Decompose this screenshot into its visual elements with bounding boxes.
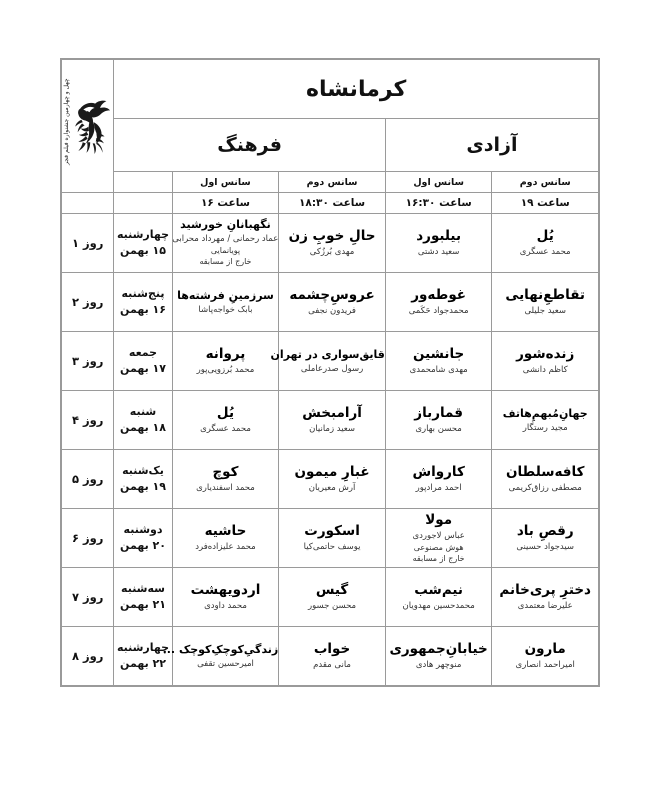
day-number: روز ۶ bbox=[62, 509, 114, 568]
simorgh-bird-icon bbox=[74, 78, 111, 174]
film-director: عماد رحمانی / مهرداد محرابی bbox=[172, 234, 279, 245]
session-time-date-spacer bbox=[114, 193, 172, 214]
session-time-farhang-2: ساعت ۱۸:۳۰ bbox=[279, 193, 386, 214]
film-title: خیابانِ‌جمهوری bbox=[389, 640, 488, 657]
film-cell[interactable] bbox=[385, 332, 492, 391]
film-title: کوچ bbox=[212, 463, 239, 480]
film-director: مصطفی رزاق‌کریمی bbox=[508, 483, 582, 494]
film-title: قایق‌سواری در تهران bbox=[270, 347, 385, 361]
film-director: یوسف حاتمی‌کیا bbox=[303, 542, 361, 553]
session-label-farhang-2: سانس دوم bbox=[279, 172, 386, 193]
day-of-week: شنبه bbox=[129, 405, 157, 419]
film-director: محمد عسگری bbox=[519, 247, 571, 258]
film-cell[interactable] bbox=[385, 273, 492, 332]
day-of-week: سه‌شنبه bbox=[121, 582, 165, 596]
day-of-week: پنج‌شنبه bbox=[121, 287, 165, 301]
film-title: مارون bbox=[524, 640, 566, 657]
table-row bbox=[62, 450, 599, 509]
film-title: مولا bbox=[425, 511, 453, 528]
film-cell[interactable] bbox=[492, 273, 599, 332]
film-cell[interactable] bbox=[172, 509, 279, 568]
film-title: یُل bbox=[536, 227, 554, 244]
film-title: قمارباز bbox=[414, 404, 463, 421]
day-of-month: ۱۶ بهمن bbox=[120, 303, 166, 316]
film-title: دخترِ پری‌خانم bbox=[499, 581, 591, 598]
day-of-week: دوشنبه bbox=[123, 523, 163, 537]
film-title: یُل bbox=[216, 404, 235, 421]
film-cell[interactable] bbox=[172, 391, 279, 450]
day-number: روز ۸ bbox=[62, 627, 114, 686]
session-time-farhang-1: ساعت ۱۶ bbox=[172, 193, 279, 214]
film-title: پروانه bbox=[205, 345, 246, 362]
screening-date bbox=[114, 509, 172, 568]
film-cell[interactable] bbox=[492, 568, 599, 627]
day-of-week: چهارشنبه bbox=[116, 228, 170, 242]
day-of-week: چهارشنبه bbox=[116, 641, 170, 655]
film-title: نگهبانانِ خورشید bbox=[180, 218, 271, 232]
film-title: زندگیِ‌کوچکِ‌کوچک ... bbox=[162, 642, 279, 656]
film-director: سیدجواد حسینی bbox=[516, 542, 575, 553]
film-director: مجید رستگار bbox=[522, 422, 568, 433]
table-row bbox=[62, 391, 599, 450]
day-of-month: ۱۵ بهمن bbox=[120, 244, 166, 257]
day-of-month: ۱۷ بهمن bbox=[120, 362, 166, 375]
film-cell[interactable] bbox=[270, 332, 386, 391]
film-director: سعید جلیلی bbox=[524, 306, 566, 317]
session-time-azadi-2: ساعت ۱۹ bbox=[492, 193, 599, 214]
film-cell[interactable] bbox=[385, 627, 492, 686]
session-time-row bbox=[62, 193, 599, 214]
film-cell[interactable] bbox=[385, 214, 492, 273]
film-cell[interactable] bbox=[385, 391, 492, 450]
film-director: رسول صدرعاملی bbox=[300, 363, 364, 374]
film-cell[interactable] bbox=[279, 391, 386, 450]
film-title: گیس bbox=[315, 581, 349, 598]
film-cell[interactable] bbox=[172, 332, 279, 391]
film-title: غوطه‌ور bbox=[411, 286, 467, 303]
film-note-2: خارج از مسابقه bbox=[412, 554, 465, 564]
film-title: سرزمینِ فرشته‌ها bbox=[177, 288, 274, 302]
film-director: امیراحمد انصاری bbox=[515, 660, 575, 671]
film-title: اردویهشت bbox=[190, 581, 261, 598]
table-row bbox=[62, 214, 599, 273]
film-cell[interactable] bbox=[279, 450, 386, 509]
session-time-day-spacer bbox=[62, 193, 114, 214]
session-label-farhang-1: سانس اول bbox=[172, 172, 279, 193]
screening-date bbox=[114, 391, 172, 450]
film-title: جانشین bbox=[413, 345, 465, 362]
table-row bbox=[62, 273, 599, 332]
film-cell[interactable] bbox=[385, 450, 492, 509]
day-of-week: یک‌شنبه bbox=[122, 464, 164, 478]
film-director: محمد عسگری bbox=[200, 424, 251, 435]
film-title: غبارِ میمون bbox=[294, 463, 370, 480]
film-director: منوچهر هادی bbox=[415, 660, 462, 671]
film-cell[interactable] bbox=[172, 568, 279, 627]
day-of-month: ۲۱ بهمن bbox=[120, 598, 166, 611]
screening-date bbox=[114, 627, 172, 686]
venue-azadi: آزادی bbox=[385, 119, 598, 172]
day-of-week: جمعه bbox=[128, 346, 158, 360]
film-title: کافه‌سلطان bbox=[505, 463, 585, 480]
film-title: حاشیه bbox=[204, 522, 247, 539]
day-number: روز ۳ bbox=[62, 332, 114, 391]
film-cell[interactable] bbox=[385, 509, 492, 568]
city-header-row bbox=[62, 60, 599, 119]
film-director: محمد اسفندیاری bbox=[196, 483, 255, 494]
film-cell[interactable] bbox=[172, 273, 279, 332]
table-row bbox=[62, 332, 599, 391]
film-cell[interactable] bbox=[492, 332, 599, 391]
film-cell[interactable] bbox=[172, 214, 279, 273]
film-title: زنده‌شور bbox=[516, 345, 575, 362]
film-cell[interactable] bbox=[279, 214, 386, 273]
film-title: اسکورت bbox=[304, 522, 360, 539]
screening-date bbox=[114, 214, 172, 273]
film-director: بابک خواجه‌پاشا bbox=[198, 304, 253, 315]
schedule-table-container bbox=[60, 58, 600, 687]
film-director: محمدجواد حَکَمی bbox=[408, 306, 469, 317]
film-director: محسن بهاری bbox=[415, 424, 462, 435]
film-title: نیم‌شب bbox=[414, 581, 463, 598]
screening-date bbox=[114, 273, 172, 332]
film-director: عباس لاجوردی bbox=[412, 530, 465, 541]
day-number: روز ۵ bbox=[62, 450, 114, 509]
film-title: جهانِ‌مُبهمِ‌هاتف bbox=[502, 406, 588, 420]
session-label-row bbox=[62, 172, 599, 193]
film-director: کاظم دانشی bbox=[522, 365, 568, 376]
venue-farhang: فرهنگ bbox=[114, 119, 385, 172]
film-director: علیرضا معتمدی bbox=[517, 601, 573, 612]
day-of-month: ۲۰ بهمن bbox=[120, 539, 166, 552]
film-cell[interactable] bbox=[492, 391, 599, 450]
film-title: کارواش bbox=[412, 463, 465, 480]
film-cell[interactable] bbox=[279, 627, 386, 686]
session-label-date-spacer bbox=[114, 172, 172, 193]
table-row bbox=[62, 509, 599, 568]
film-title: تقاطعِ‌نهایی bbox=[505, 286, 585, 303]
festival-vertical-title: چهل و چهارمین جشنواره فیلم فجر bbox=[63, 78, 70, 165]
film-director: سعید دشتی bbox=[417, 247, 460, 258]
film-cell[interactable] bbox=[279, 509, 386, 568]
film-note-2: خارج از مسابقه bbox=[199, 257, 252, 267]
film-cell[interactable] bbox=[385, 568, 492, 627]
film-cell[interactable] bbox=[492, 450, 599, 509]
table-row bbox=[62, 627, 599, 686]
session-label-azadi-2: سانس دوم bbox=[492, 172, 599, 193]
film-director: مهدی بُرزُکی bbox=[309, 247, 355, 258]
film-title: آرامبخش bbox=[302, 404, 362, 421]
film-director: محمد علیزاده‌فرد bbox=[195, 542, 256, 553]
day-of-month: ۲۲ بهمن bbox=[120, 657, 166, 670]
film-director: آرش معیریان bbox=[308, 483, 356, 494]
film-cell[interactable] bbox=[279, 273, 386, 332]
screening-date bbox=[114, 450, 172, 509]
day-number: روز ۲ bbox=[62, 273, 114, 332]
film-title: حالِ خوبِ زن bbox=[288, 227, 376, 244]
film-cell[interactable] bbox=[492, 627, 599, 686]
film-director: محمد داودی bbox=[204, 601, 247, 612]
screening-date bbox=[114, 568, 172, 627]
city-title: کرمانشاه bbox=[114, 60, 599, 119]
film-director: محسن جسور bbox=[307, 601, 357, 612]
film-note-1: هوش مصنوعی bbox=[413, 542, 464, 552]
film-note-1: پویانمایی bbox=[210, 246, 241, 256]
festival-logo-cell bbox=[62, 60, 114, 193]
film-director: محمد بُرزویی‌پور bbox=[196, 365, 255, 376]
film-director: مانی مقدم bbox=[313, 660, 351, 671]
film-cell[interactable] bbox=[279, 568, 386, 627]
session-time-azadi-1: ساعت ۱۶:۳۰ bbox=[385, 193, 492, 214]
film-director: فریدون نجفی bbox=[308, 306, 356, 317]
film-director: مهدی شامحمدی bbox=[409, 365, 468, 376]
day-number: روز ۱ bbox=[62, 214, 114, 273]
day-number: روز ۴ bbox=[62, 391, 114, 450]
film-title: خواب bbox=[313, 640, 351, 657]
film-director: امیرحسین تقفی bbox=[197, 658, 254, 669]
film-director: احمد مرادپور bbox=[415, 483, 462, 494]
day-number: روز ۷ bbox=[62, 568, 114, 627]
screening-schedule-table bbox=[61, 59, 599, 686]
film-title: رقصِ باد bbox=[516, 522, 574, 539]
film-title: عروسِ‌چشمه bbox=[289, 286, 375, 303]
film-title: بیلبورد bbox=[416, 227, 462, 244]
table-row bbox=[62, 568, 599, 627]
venue-header-row bbox=[62, 119, 599, 172]
day-of-month: ۱۸ بهمن bbox=[120, 421, 166, 434]
film-cell[interactable] bbox=[172, 450, 279, 509]
film-director: محمدحسین مهدویان bbox=[402, 601, 475, 612]
day-of-month: ۱۹ بهمن bbox=[120, 480, 166, 493]
film-director: سعید زمانیان bbox=[309, 424, 356, 435]
screening-date bbox=[114, 332, 172, 391]
film-cell[interactable] bbox=[492, 509, 599, 568]
film-cell[interactable] bbox=[162, 627, 279, 686]
session-label-azadi-1: سانس اول bbox=[385, 172, 492, 193]
film-cell[interactable] bbox=[492, 214, 599, 273]
